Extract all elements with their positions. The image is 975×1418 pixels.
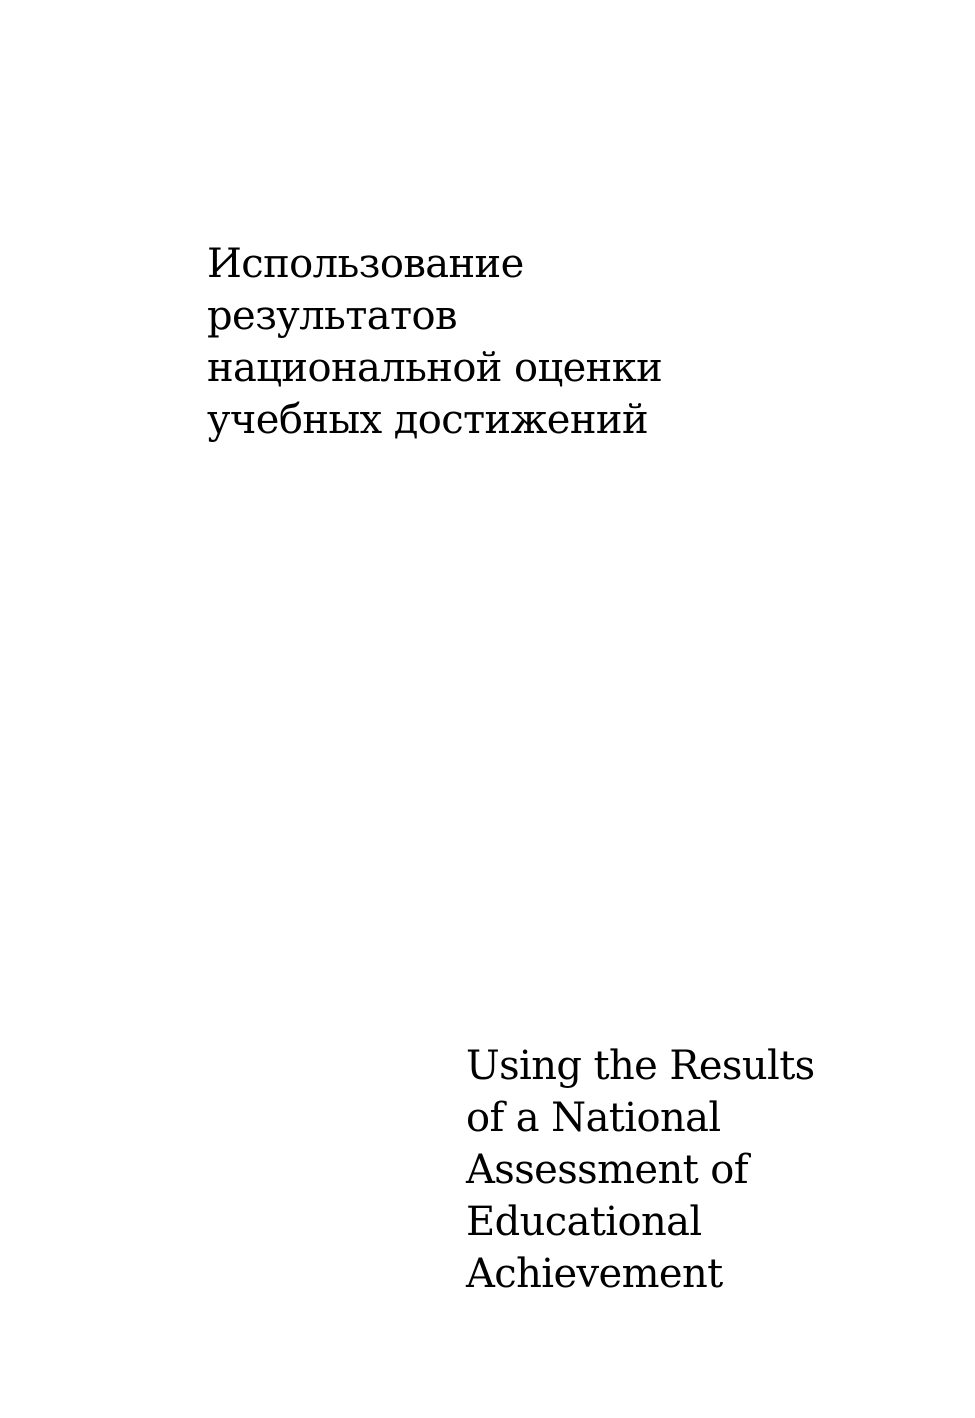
english-title	[466, 1040, 815, 1300]
english-title-line: of a National	[466, 1095, 721, 1141]
russian-title-line: учебных достижений	[207, 397, 649, 443]
english-title-line: Educational	[466, 1199, 702, 1245]
russian-title	[207, 238, 662, 446]
russian-title-line: результатов	[207, 293, 457, 339]
russian-title-line: Использование	[207, 241, 524, 287]
russian-title-line: национальной оценки	[207, 345, 663, 391]
english-title-line: Using the Results	[466, 1043, 815, 1089]
english-title-line: Achievement	[466, 1251, 723, 1297]
english-title-line: Assessment of	[466, 1147, 748, 1193]
